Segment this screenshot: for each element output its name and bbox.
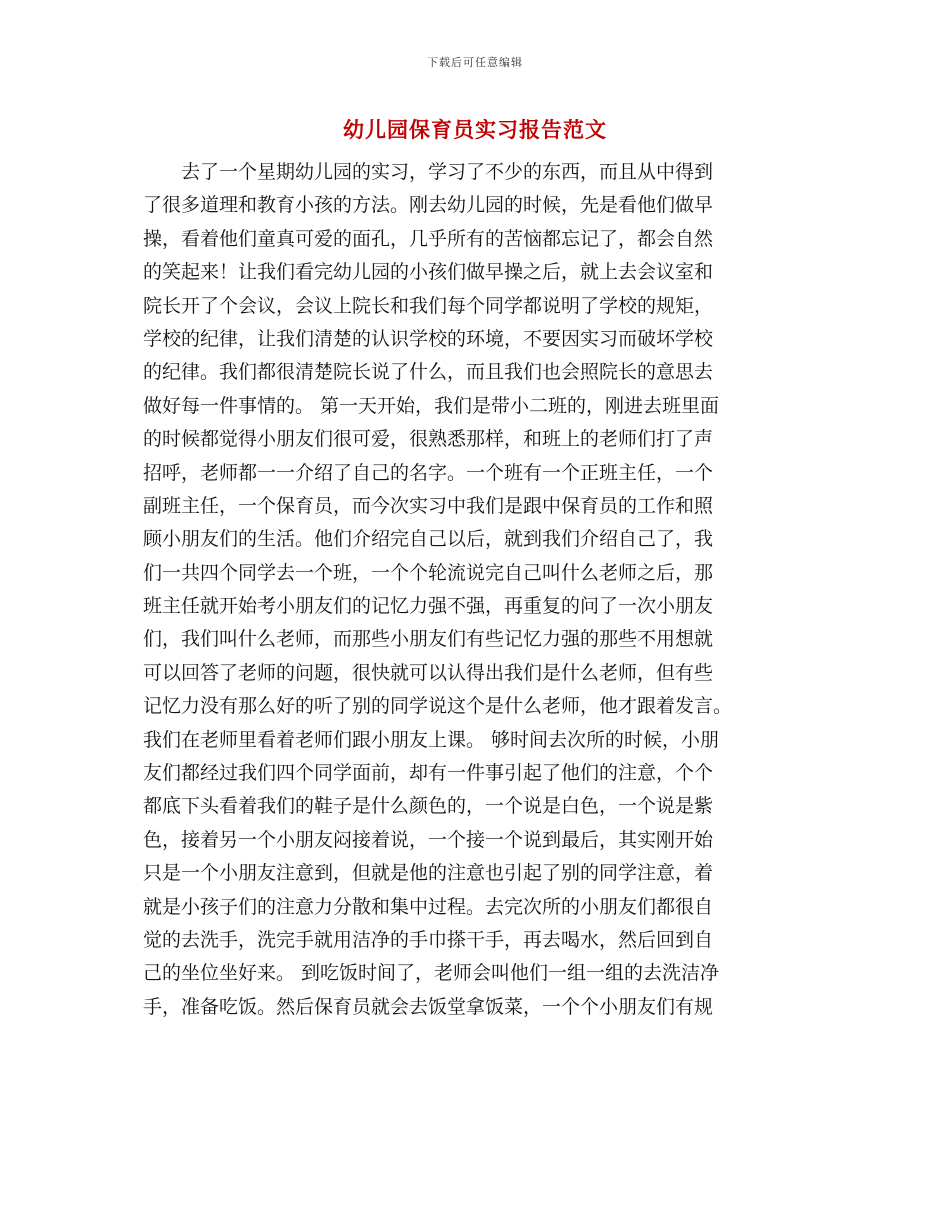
body-line: 的笑起来！让我们看完幼儿园的小孩们做早操之后，就上去会议室和 — [143, 261, 714, 284]
body-line: 可以回答了老师的问题，很快就可以认得出我们是什么老师，但有些 — [143, 661, 714, 684]
body-line: 去了一个星期幼儿园的实习，学习了不少的东西，而且从中得到 — [143, 161, 714, 183]
body-line: 就是小孩子们的注意力分散和集中过程。去完次所的小朋友们都很自 — [143, 895, 714, 918]
body-text — [143, 156, 807, 1024]
body-line: 学校的纪律，让我们清楚的认识学校的环境，不要因实习而破坏学校 — [143, 327, 714, 350]
page-title: 幼儿园保育员实习报告范文 — [343, 118, 607, 142]
body-line: 副班主任，一个保育员，而今次实习中我们是跟中保育员的工作和照 — [143, 494, 714, 517]
body-line: 招呼，老师都一一介绍了自己的名字。一个班有一个正班主任，一个 — [143, 461, 714, 484]
body-line: 们一共四个同学去一个班，一个个轮流说完自己叫什么老师之后，那 — [143, 561, 714, 584]
body-line: 顾小朋友们的生活。他们介绍完自己以后，就到我们介绍自己了，我 — [143, 528, 714, 551]
body-line: 觉的去洗手，洗完手就用洁净的手巾搽干手，再去喝水，然后回到自 — [143, 928, 714, 951]
header-note: 下载后可任意编辑 — [427, 56, 523, 69]
body-line: 己的坐位坐好来。 到吃饭时间了，老师会叫他们一组一组的去洗洁净 — [143, 962, 720, 985]
body-line: 做好每一件事情的。 第一天开始，我们是带小二班的，刚进去班里面 — [143, 394, 720, 417]
body-line: 的时候都觉得小朋友们很可爱，很熟悉那样，和班上的老师们打了声 — [143, 428, 714, 451]
body-line: 只是一个小朋友注意到，但就是他的注意也引起了别的同学注意，着 — [143, 862, 714, 885]
body-line: 手，准备吃饭。然后保育员就会去饭堂拿饭菜，一个个小朋友们有规 — [143, 995, 714, 1018]
body-line: 友们都经过我们四个同学面前，却有一件事引起了他们的注意，个个 — [143, 762, 714, 785]
body-line: 院长开了个会议，会议上院长和我们每个同学都说明了学校的规矩， — [143, 294, 714, 317]
body-line: 们，我们叫什么老师，而那些小朋友们有些记忆力强的那些不用想就 — [143, 628, 714, 651]
body-line: 色，接着另一个小朋友闷接着说，一个接一个说到最后，其实刚开始 — [143, 828, 714, 851]
body-line: 了很多道理和教育小孩的方法。刚去幼儿园的时候，先是看他们做早 — [143, 194, 714, 217]
body-line: 的纪律。我们都很清楚院长说了什么，而且我们也会照院长的意思去 — [143, 361, 714, 384]
body-line: 我们在老师里看着老师们跟小朋友上课。 够时间去次所的时候，小朋 — [143, 728, 720, 751]
body-line: 班主任就开始考小朋友们的记忆力强不强，再重复的问了一次小朋友 — [143, 595, 714, 618]
body-line: 都底下头看着我们的鞋子是什么颜色的，一个说是白色，一个说是紫 — [143, 795, 714, 818]
body-line: 操，看着他们童真可爱的面孔，几乎所有的苦恼都忘记了，都会自然 — [143, 227, 714, 250]
body-line: 记忆力没有那么好的听了别的同学说这个是什么老师，他才跟着发言。 — [143, 695, 733, 718]
